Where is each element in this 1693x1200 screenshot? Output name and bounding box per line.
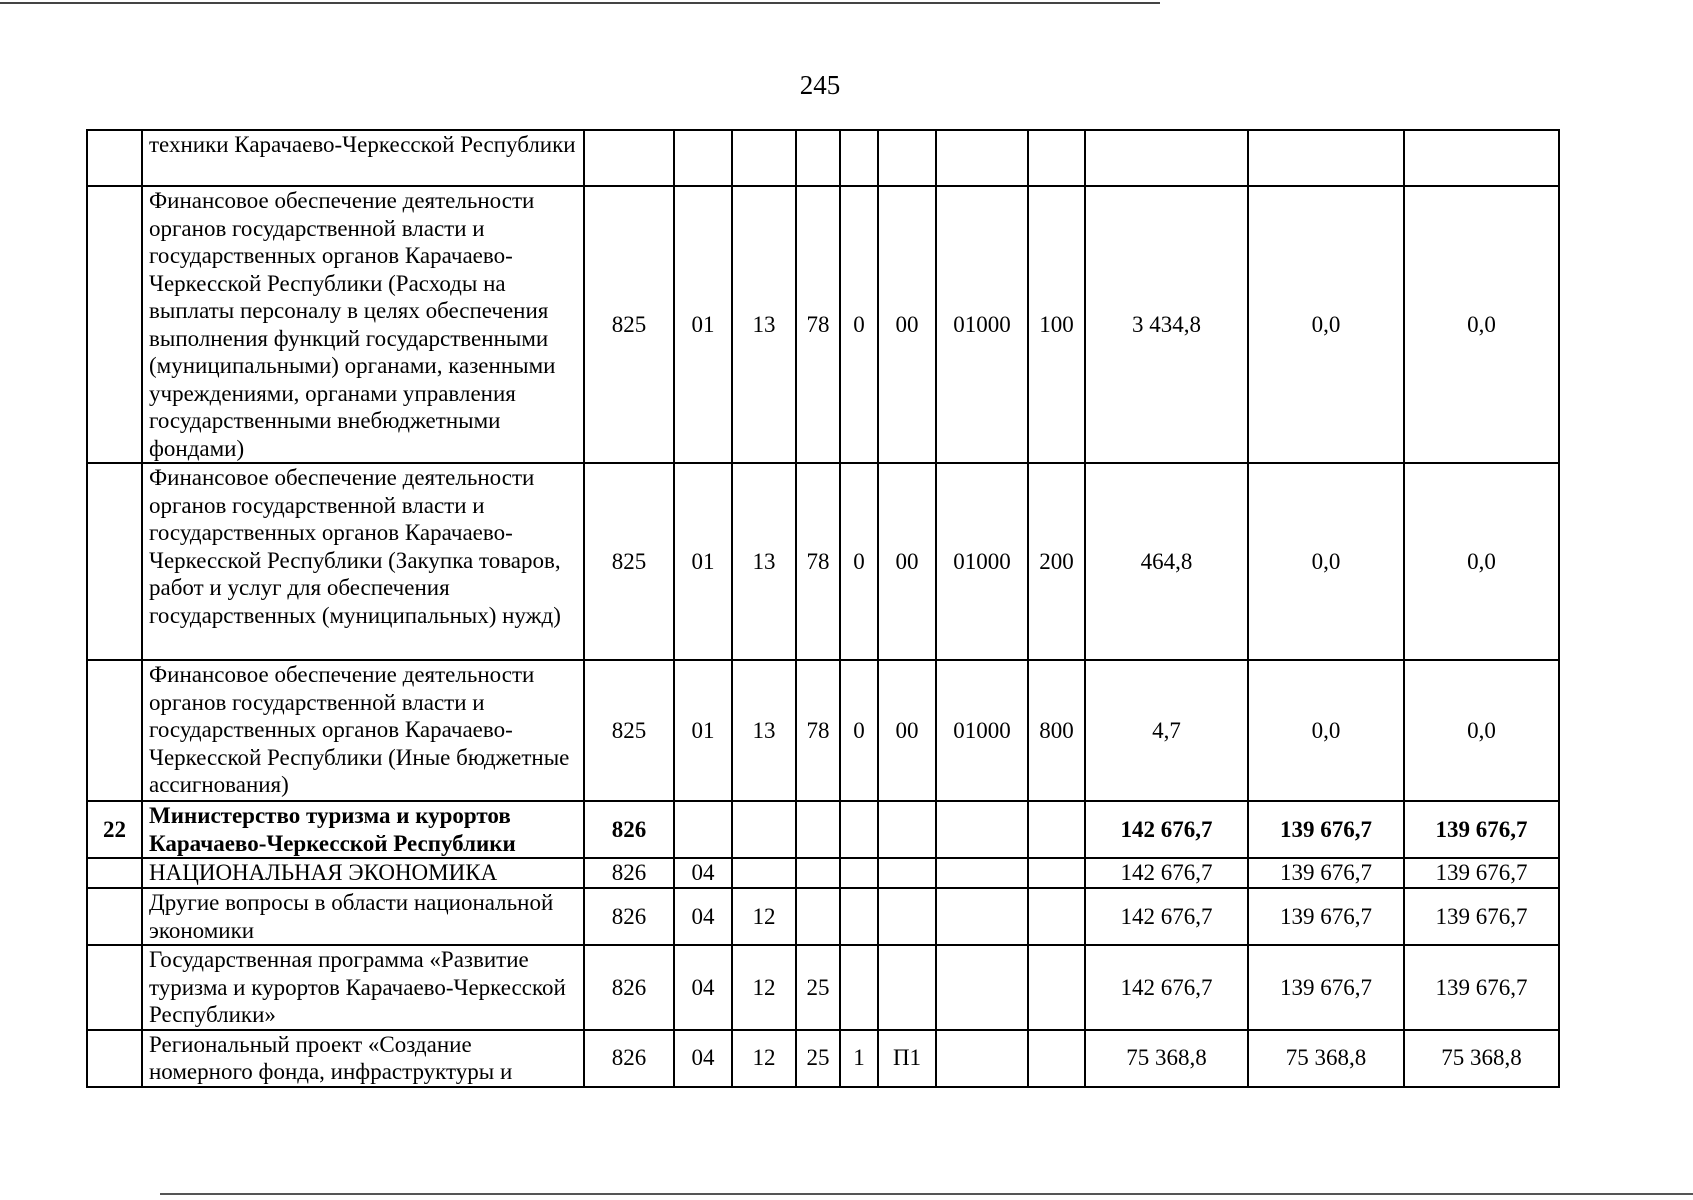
- code-cell: 12: [732, 945, 796, 1030]
- amount-cell: 75 368,8: [1085, 1030, 1248, 1087]
- amount-cell: 142 676,7: [1085, 945, 1248, 1030]
- code-cell: 826: [584, 1030, 674, 1087]
- code-cell: 04: [674, 945, 732, 1030]
- code-cell: 12: [732, 1030, 796, 1087]
- code-cell: 01000: [936, 186, 1028, 463]
- code-cell: [1028, 888, 1085, 945]
- code-cell: 800: [1028, 660, 1085, 801]
- code-cell: 01: [674, 463, 732, 660]
- code-cell: 01: [674, 186, 732, 463]
- table-row: [87, 1030, 1559, 1087]
- row-description: Другие вопросы в области национальной экономики: [142, 888, 584, 945]
- code-cell: 825: [584, 660, 674, 801]
- code-cell: 00: [878, 463, 936, 660]
- code-cell: 78: [796, 660, 840, 801]
- row-number: [87, 130, 142, 186]
- amount-cell: [1085, 130, 1248, 186]
- code-cell: 04: [674, 858, 732, 888]
- row-number: [87, 945, 142, 1030]
- code-cell: [732, 801, 796, 858]
- row-description: НАЦИОНАЛЬНАЯ ЭКОНОМИКА: [142, 858, 584, 888]
- row-description: техники Карачаево-Черкесской Республики: [142, 130, 584, 186]
- code-cell: [796, 888, 840, 945]
- row-number: [87, 660, 142, 801]
- code-cell: 12: [732, 888, 796, 945]
- amount-cell: 3 434,8: [1085, 186, 1248, 463]
- code-cell: 825: [584, 186, 674, 463]
- code-cell: [840, 858, 878, 888]
- code-cell: 00: [878, 186, 936, 463]
- row-number: [87, 858, 142, 888]
- amount-cell: 139 676,7: [1248, 945, 1404, 1030]
- row-description: Региональный проект «Создание номерного фонда, инфраструктуры и: [142, 1030, 584, 1087]
- amount-cell: 0,0: [1248, 660, 1404, 801]
- code-cell: [674, 801, 732, 858]
- row-description: Финансовое обеспечение деятельности органов государственной власти и государственных органов Карачаево-Черкесской Республики (Закупка товаров, работ и услуг для обеспечения государственных (муниципальных) нужд): [142, 463, 584, 660]
- amount-cell: 464,8: [1085, 463, 1248, 660]
- row-description: Финансовое обеспечение деятельности органов государственной власти и государственных органов Карачаево-Черкесской Республики (Расходы на выплаты персоналу в целях обеспечения выполнения функций государственными (муниципальными) органами, казенными учреждениями, органами управления государственными внебюджетными фондами): [142, 186, 584, 463]
- scan-edge-bottom: [160, 1193, 1693, 1195]
- amount-cell: 75 368,8: [1248, 1030, 1404, 1087]
- code-cell: [732, 858, 796, 888]
- amount-cell: 142 676,7: [1085, 888, 1248, 945]
- code-cell: 00: [878, 660, 936, 801]
- code-cell: [936, 1030, 1028, 1087]
- page-number: 245: [799, 70, 841, 100]
- code-cell: 825: [584, 463, 674, 660]
- row-number: [87, 463, 142, 660]
- code-cell: [936, 130, 1028, 186]
- code-cell: 13: [732, 186, 796, 463]
- amount-cell: 4,7: [1085, 660, 1248, 801]
- code-cell: 78: [796, 186, 840, 463]
- amount-cell: 139 676,7: [1248, 858, 1404, 888]
- amount-cell: 0,0: [1404, 463, 1559, 660]
- code-cell: 100: [1028, 186, 1085, 463]
- code-cell: [936, 888, 1028, 945]
- code-cell: [796, 801, 840, 858]
- code-cell: [674, 130, 732, 186]
- code-cell: [796, 858, 840, 888]
- table-row: [87, 130, 1559, 186]
- code-cell: 01000: [936, 660, 1028, 801]
- code-cell: 25: [796, 945, 840, 1030]
- code-cell: 04: [674, 1030, 732, 1087]
- code-cell: [1028, 945, 1085, 1030]
- table-row: [87, 945, 1559, 1030]
- code-cell: [878, 130, 936, 186]
- amount-cell: 139 676,7: [1404, 945, 1559, 1030]
- row-description: Финансовое обеспечение деятельности органов государственной власти и государственных органов Карачаево-Черкесской Республики (Иные бюджетные ассигнования): [142, 660, 584, 801]
- amount-cell: 139 676,7: [1248, 888, 1404, 945]
- row-description: Государственная программа «Развитие туризма и курортов Карачаево-Черкесской Республики»: [142, 945, 584, 1030]
- amount-cell: 139 676,7: [1248, 801, 1404, 858]
- row-number: [87, 1030, 142, 1087]
- code-cell: 826: [584, 801, 674, 858]
- amount-cell: 0,0: [1404, 660, 1559, 801]
- code-cell: 0: [840, 186, 878, 463]
- code-cell: [936, 801, 1028, 858]
- code-cell: 01000: [936, 463, 1028, 660]
- code-cell: [732, 130, 796, 186]
- row-number: [87, 888, 142, 945]
- code-cell: 01: [674, 660, 732, 801]
- code-cell: 826: [584, 888, 674, 945]
- table-row: [87, 858, 1559, 888]
- amount-cell: 0,0: [1248, 463, 1404, 660]
- code-cell: 0: [840, 660, 878, 801]
- code-cell: [1028, 130, 1085, 186]
- amount-cell: 139 676,7: [1404, 801, 1559, 858]
- amount-cell: 75 368,8: [1404, 1030, 1559, 1087]
- code-cell: 826: [584, 858, 674, 888]
- amount-cell: 0,0: [1404, 186, 1559, 463]
- code-cell: [878, 858, 936, 888]
- row-number: [87, 186, 142, 463]
- code-cell: [878, 888, 936, 945]
- amount-cell: [1404, 130, 1559, 186]
- amount-cell: 139 676,7: [1404, 858, 1559, 888]
- amount-cell: 142 676,7: [1085, 858, 1248, 888]
- code-cell: [584, 130, 674, 186]
- scan-edge-top: [0, 2, 1160, 4]
- code-cell: [1028, 801, 1085, 858]
- code-cell: [840, 888, 878, 945]
- amount-cell: [1248, 130, 1404, 186]
- code-cell: 13: [732, 660, 796, 801]
- table-row: [87, 801, 1559, 858]
- code-cell: 13: [732, 463, 796, 660]
- code-cell: 1: [840, 1030, 878, 1087]
- code-cell: [878, 801, 936, 858]
- code-cell: П1: [878, 1030, 936, 1087]
- code-cell: 826: [584, 945, 674, 1030]
- code-cell: [878, 945, 936, 1030]
- code-cell: [1028, 858, 1085, 888]
- budget-table: [86, 129, 1560, 1088]
- code-cell: [1028, 1030, 1085, 1087]
- code-cell: [796, 130, 840, 186]
- code-cell: 04: [674, 888, 732, 945]
- code-cell: 25: [796, 1030, 840, 1087]
- table-row: [87, 186, 1559, 463]
- table-row: [87, 660, 1559, 801]
- table-row: [87, 463, 1559, 660]
- code-cell: [840, 945, 878, 1030]
- row-number: 22: [87, 801, 142, 858]
- code-cell: [840, 801, 878, 858]
- amount-cell: 0,0: [1248, 186, 1404, 463]
- amount-cell: 139 676,7: [1404, 888, 1559, 945]
- code-cell: 0: [840, 463, 878, 660]
- row-description: Министерство туризма и курортов Карачаево-Черкесской Республики: [142, 801, 584, 858]
- code-cell: 78: [796, 463, 840, 660]
- code-cell: 200: [1028, 463, 1085, 660]
- amount-cell: 142 676,7: [1085, 801, 1248, 858]
- table-row: [87, 888, 1559, 945]
- code-cell: [936, 945, 1028, 1030]
- code-cell: [936, 858, 1028, 888]
- code-cell: [840, 130, 878, 186]
